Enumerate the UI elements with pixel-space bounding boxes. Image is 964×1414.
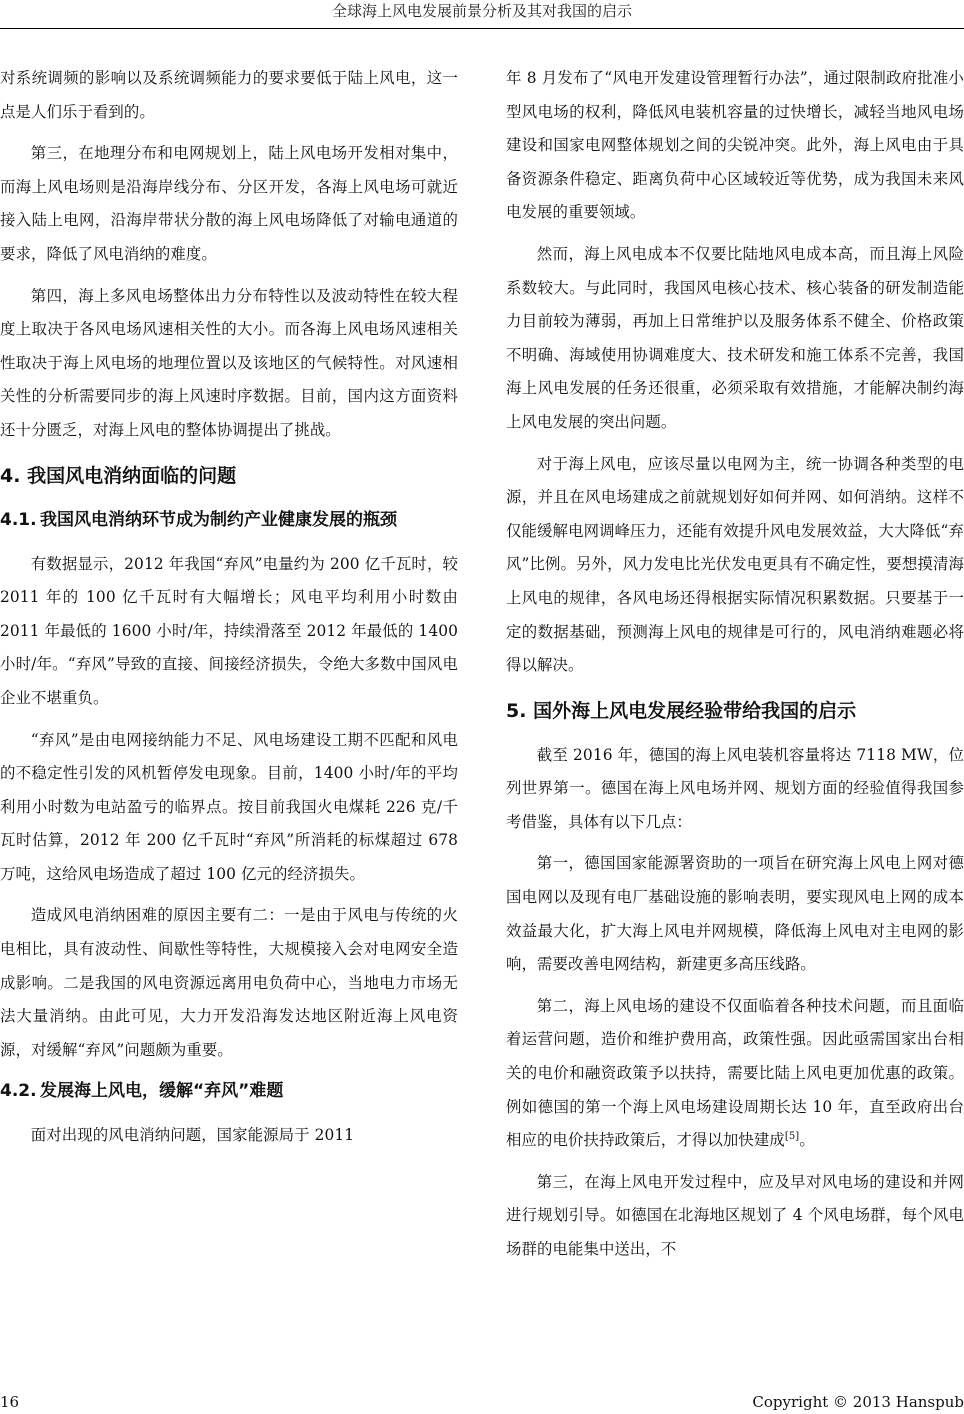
subsection-heading-4-1	[0, 504, 458, 536]
section-number: 5.	[506, 699, 527, 722]
section-title: 国外海上风电发展经验带给我国的启示	[533, 699, 857, 722]
paragraph: 有数据显示，2012 年我国“弃风”电量约为 200 亿千瓦时，较 2011 年的 100 亿千瓦时有大幅增长；风电平均利用小时数由 2011 年最低的 1600 小时/年，持续滑落至 2012 年最低的 1400 小时/年。“弃风”导致的直接、间接经济损失，令绝大多数中国风电企业不堪重负。	[0, 554, 458, 707]
citation-ref: [5]	[784, 1131, 800, 1143]
section-title: 我国风电消纳面临的问题	[27, 464, 237, 487]
paragraph	[506, 990, 964, 1158]
paragraph: 第三，在地理分布和电网规划上，陆上风电场开发相对集中，而海上风电场则是沿海岸线分布、分区开发，各海上风电场可就近接入陆上电网，沿海岸带状分散的海上风电场降低了对输电通道的要求，降低了风电消纳的难度。	[0, 144, 458, 263]
paragraph-end: 。	[799, 1131, 815, 1150]
right-column	[506, 62, 964, 1275]
paragraph: 第三，在海上风电开发过程中，应及早对风电场的建设和并网进行规划引导。如德国在北海地区规划了 4 个风电场群，每个风电场群的电能集中送出，不	[506, 1172, 964, 1258]
subsection-title: 发展海上风电，缓解“弃风”难题	[40, 1081, 284, 1102]
running-header	[0, 0, 964, 29]
page-number: 16	[0, 1393, 20, 1411]
paragraph: 然而，海上风电成本不仅要比陆地风电成本高，而且海上风险系数较大。与此同时，我国风电核心技术、核心装备的研发制造能力目前较为薄弱，再加上日常维护以及服务体系不健全、价格政策不明确、海域使用协调难度大、技术研发和施工体系不完善，我国海上风电发展的任务还很重，必须采取有效措施，才能解决制约海上风电发展的突出问题。	[506, 244, 964, 431]
paragraph: 对于海上风电，应该尽量以电网为主，统一协调各种类型的电源，并且在风电场建成之前就规划好如何并网、如何消纳。这样不仅能缓解电网调峰压力，还能有效提升风电发展效益，大大降低“弃风”比例。另外，风力发电比光伏发电更具有不确定性，要想摸清海上风电的规律，各风电场还得根据实际情况积累数据。只要基于一定的数据基础，预测海上风电的规律是可行的，风电消纳难题必将得以解决。	[506, 454, 964, 675]
page-footer	[0, 1392, 964, 1412]
section-number: 4.	[0, 464, 21, 487]
paragraph: “弃风”是由电网接纳能力不足、风电场建设工期不匹配和风电的不稳定性引发的风机暂停发电现象。目前，1400 小时/年的平均利用小时数为电站盈亏的临界点。按目前我国火电煤耗 226 克/千瓦时估算，2012 年 200 亿千瓦时“弃风”所消耗的标煤超过 678 万吨，这给风电场造成了超过 100 亿元的经济损失。	[0, 730, 458, 883]
paragraph: 面对出现的风电消纳问题，国家能源局于 2011	[30, 1126, 355, 1145]
left-column	[0, 62, 458, 1161]
paragraph-text: 第二，海上风电场的建设不仅面临着各种技术问题，而且面临着运营问题，造价和维护费用高，政策性强。因此亟需国家出台相关的电价和融资政策予以扶持，需要比陆上风电更加优惠的政策。例如德国的第一个海上风电场建设周期长达 10 年，直至政府出台相应的电价扶持政策后，才得以加快建成	[506, 996, 964, 1150]
subsection-number: 4.1.	[0, 509, 37, 530]
copyright: Copyright © 2013 Hanspub	[752, 1393, 964, 1411]
section-heading-5	[506, 697, 964, 725]
paragraph: 第四，海上多风电场整体出力分布特性以及波动特性在较大程度上取决于各风电场风速相关性的大小。而各海上风电场风速相关性取决于海上风电场的地理位置以及该地区的气候特性。对风速相关性的分析需要同步的海上风速时序数据。目前，国内这方面资料还十分匮乏，对海上风电的整体协调提出了挑战。	[0, 286, 458, 439]
subsection-heading-4-2	[0, 1075, 458, 1107]
paragraph: 对系统调频的影响以及系统调频能力的要求要低于陆上风电，这一点是人们乐于看到的。	[0, 69, 458, 121]
paragraph: 造成风电消纳困难的原因主要有二：一是由于风电与传统的火电相比，具有波动性、间歇性等特性，大规模接入会对电网安全造成影响。二是我国的风电资源远离用电负荷中心，当地电力市场无法大量消纳。由此可见，大力开发沿海发达地区附近海上风电资源，对缓解“弃风”问题颇为重要。	[0, 906, 458, 1059]
subsection-title: 我国风电消纳环节成为制约产业健康发展的瓶颈	[40, 509, 397, 530]
section-heading-4	[0, 462, 458, 490]
paragraph: 第一，德国国家能源署资助的一项旨在研究海上风电上网对德国电网以及现有电厂基础设施的影响表明，要实现风电上网的成本效益最大化，扩大海上风电并网规模，降低海上风电对主电网的影响，需要改善电网结构，新建更多高压线路。	[506, 854, 964, 974]
paragraph: 截至 2016 年，德国的海上风电装机容量将达 7118 MW，位列世界第一。德国在海上风电场并网、规划方面的经验值得我国参考借鉴，具体有以下几点：	[506, 745, 964, 831]
paragraph: 年 8 月发布了“风电开发建设管理暂行办法”，通过限制政府批准小型风电场的权利，降低风电装机容量的过快增长，减轻当地风电场建设和国家电网整体规划之间的尖锐冲突。此外，海上风电由于具备资源条件稳定、距离负荷中心区域较近等优势，成为我国未来风电发展的重要领域。	[506, 69, 964, 222]
subsection-number: 4.2.	[0, 1081, 37, 1102]
running-title: 全球海上风电发展前景分析及其对我国的启示	[331, 2, 632, 20]
